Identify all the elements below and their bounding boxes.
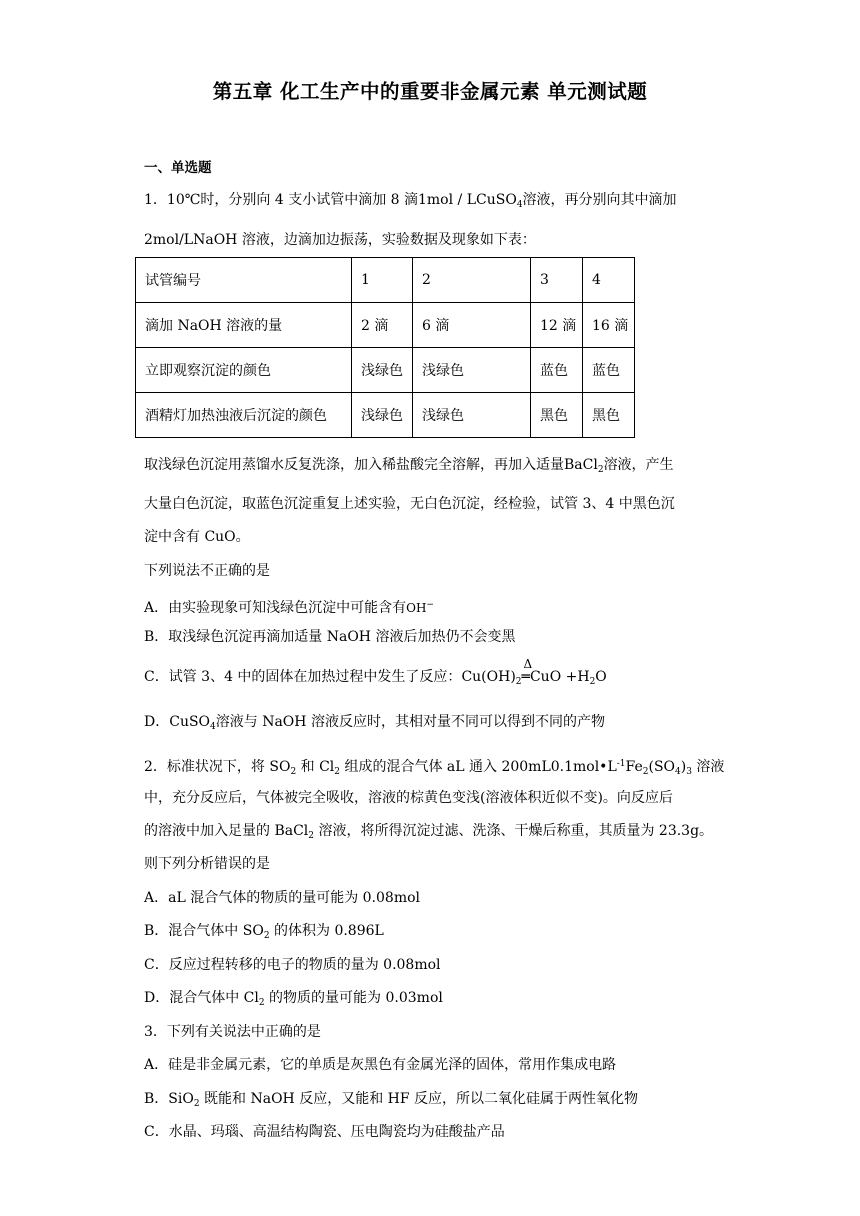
q2-option-b: B．混合气体中 $SO_2$ 的体积为 0.896L xyxy=(144,923,384,941)
q1-line2: 2mol/LNaOH 溶液，边滴加边振荡，实验数据及现象如下表： xyxy=(144,232,536,248)
q3-stem: 3．下列有关说法中正确的是 xyxy=(144,1024,321,1040)
table-cell: 4 xyxy=(583,258,635,303)
experiment-table xyxy=(135,257,635,438)
table-cell: 蓝色 xyxy=(531,348,583,393)
q1-option-d: D．CuSO$_4$溶液与 NaOH 溶液反应时，其相对量不同可以得到不同的产物 xyxy=(144,714,605,732)
table-cell: 2 xyxy=(413,258,531,303)
q1-option-c: C．试管 3、4 中的固体在加热过程中发生了反应：$Cu(OH)_2$ Δ ═CuO $+H_2O$ xyxy=(144,657,607,687)
table-row xyxy=(136,393,635,438)
table-cell: 浅绿色 xyxy=(352,348,413,393)
q1-text: 1．10℃时，分别向 4 支小试管中滴加 8 滴 xyxy=(144,192,418,208)
table-cell: 浅绿色 xyxy=(413,348,531,393)
table-cell: 蓝色 xyxy=(583,348,635,393)
q2-stem: 则下列分析错误的是 xyxy=(144,856,270,872)
section-heading: 一、单选题 xyxy=(144,160,212,176)
q1-after-line3: 淀中含有 CuO。 xyxy=(144,529,250,545)
table-cell: 浅绿色 xyxy=(413,393,531,438)
q1-text: 溶液，再分别向其中滴加 xyxy=(522,192,677,208)
table-cell: 16 滴 xyxy=(583,303,635,348)
table-cell: 6 滴 xyxy=(413,303,531,348)
table-cell: 浅绿色 xyxy=(352,393,413,438)
table-cell: 3 xyxy=(531,258,583,303)
table-row-header-cell: 立即观察沉淀的颜色 xyxy=(136,348,352,393)
q1-after-line1: 取浅绿色沉淀用蒸馏水反复洗涤，加入稀盐酸完全溶解，再加入适量BaCl$_2$溶液，产生 xyxy=(144,457,674,475)
table-row xyxy=(136,258,635,303)
table-row xyxy=(136,348,635,393)
table-cell: 12 滴 xyxy=(531,303,583,348)
q2-line2: 中，充分反应后，气体被完全吸收，溶液的棕黄色变浅(溶液体积近似不变)。向反应后 xyxy=(144,790,673,806)
q2-option-d: D．混合气体中 $Cl_2$ 的物质的量可能为 0.03mol xyxy=(144,990,443,1008)
q3-option-a: A．硅是非金属元素，它的单质是灰黑色有金属光泽的固体，常用作集成电路 xyxy=(144,1057,617,1073)
table-row-header-cell: 滴加 NaOH 溶液的量 xyxy=(136,303,352,348)
q1-formula: 1mol / LCuSO$_4$ xyxy=(418,192,523,210)
q1-option-a: A．由实验现象可知浅绿色沉淀中可能含有OH− xyxy=(144,600,434,616)
q2-line3: 的溶液中加入足量的 BaCl$_2$ 溶液，将所得沉淀过滤、洗涤、干燥后称重，其质量为 23.3g。 xyxy=(144,823,714,841)
q3-option-c: C．水晶、玛瑙、高温结构陶瓷、压电陶瓷均为硅酸盐产品 xyxy=(144,1124,505,1140)
table-cell: 黑色 xyxy=(583,393,635,438)
q1-option-b: B．取浅绿色沉淀再滴加适量 NaOH 溶液后加热仍不会变黑 xyxy=(144,629,516,645)
q1-after-line2: 大量白色沉淀，取蓝色沉淀重复上述实验，无白色沉淀，经检验，试管 3、4 中黑色沉 xyxy=(144,496,675,512)
q1-line1 xyxy=(144,190,677,215)
q1-stem: 下列说法不正确的是 xyxy=(144,563,270,579)
table-row-header-cell: 试管编号 xyxy=(136,258,352,303)
table-row-header-cell: 酒精灯加热浊液后沉淀的颜色 xyxy=(136,393,352,438)
table-cell: 黑色 xyxy=(531,393,583,438)
table-cell: 2 滴 xyxy=(352,303,413,348)
table-cell: 1 xyxy=(352,258,413,303)
table-row xyxy=(136,303,635,348)
q2-line1: 2．标准状况下，将 $SO_2$ 和 $Cl_2$ 组成的混合气体 aL 通入 $200mL0.1mol•L^{-1}Fe_2(SO_4)_3$ 溶液 xyxy=(144,759,725,777)
q2-option-a: A．aL 混合气体的物质的量可能为 0.08mol xyxy=(144,890,421,906)
page-title: 第五章 化工生产中的重要非金属元素 单元测试题 xyxy=(212,80,648,103)
q3-option-b: B．SiO$_2$ 既能和 NaOH 反应，又能和 HF 反应，所以二氧化硅属于两性氧化物 xyxy=(144,1091,639,1109)
q2-option-c: C．反应过程转移的电子的物质的量为 0.08mol xyxy=(144,957,441,973)
